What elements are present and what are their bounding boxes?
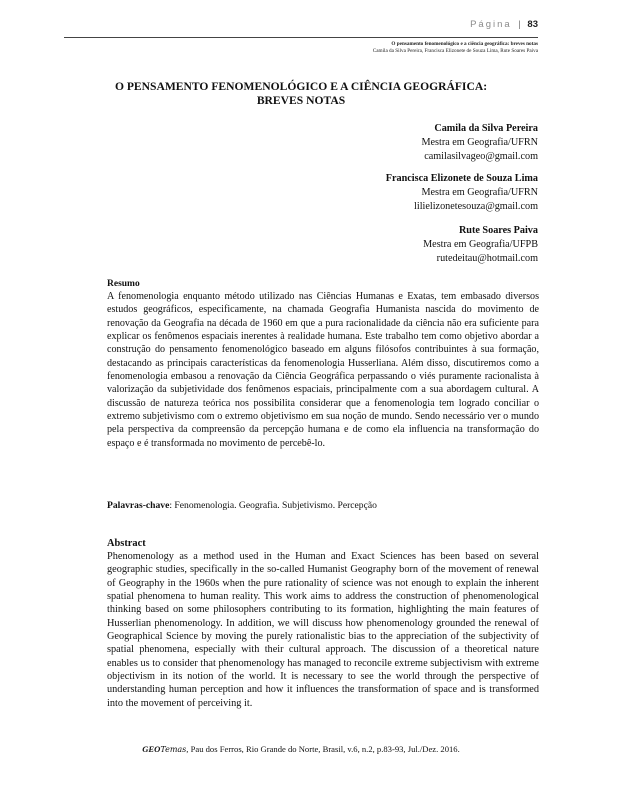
author-block: [421, 122, 538, 164]
author-name: Francisca Elizonete de Souza Lima: [385, 173, 538, 184]
journal-logo-geo: GEO: [142, 744, 161, 754]
abstract-heading: Abstract: [107, 538, 146, 549]
keywords-text: : Fenomenologia. Geografia. Subjetivismo. Percepção: [169, 500, 377, 511]
author-email: camilasilvageo@gmail.com: [424, 151, 538, 162]
running-title: O pensamento fenomenológico e a ciência geográfica: breves notas: [391, 41, 538, 47]
author-name: Camila da Silva Pereira: [434, 123, 538, 134]
citation-text: , Pau dos Ferros, Rio Grande do Norte, Brasil, v.6, n.2, p.83-93, Jul./Dez. 2016.: [186, 744, 460, 754]
page-number-label: [470, 19, 538, 30]
page-number: 83: [527, 19, 538, 30]
author-email: lilielizonetesouza@gmail.com: [414, 201, 538, 212]
running-authors: Camila da Silva Pereira, Francisca Elizonete de Souza Lima, Rute Soares Paiva: [372, 48, 538, 54]
resumo-text: A fenomenologia enquanto método utilizado nas Ciências Humanas e Exatas, tem embasado diversos estudos geográficos, especificamente, na chamada Geografia Humanista nascida do movimento de renovação da Geografia na década de 1960 em que a pura racionalidade da ciência não era suficiente para explicar os fenômenos espaciais inerentes à realidade humana. Este trabalho tem como objetivo abordar a construção do pensamento fenomenológico baseado em alguns filósofos contribuintes à sua formação, destacando as principais características da fenomenologia Husserliana. Além disso, discutiremos como a fenomenologia embasou a renovação da Ciência Geográfica perpassando o viés puramente racionalista à valorização da subjetividade dos fenômenos espaciais, principalmente com a sua abordagem cultural. A discussão de natureza teórica nos possibilita considerar que a fenomenologia tem logrado conciliar o extremo subjetivismo com o extremo objetivismo em sua noção de mundo. Sendo necessário ver o mundo pela perspectiva da compreensão da percepção humana e de como ela influencia na transformação do espaço e é transformada no movimento de percebê-lo.: [107, 291, 539, 449]
keywords: [107, 500, 539, 512]
author-affiliation: Mestra em Geografia/UFRN: [421, 137, 538, 148]
header-rule: [64, 37, 538, 38]
author-block: [423, 224, 538, 266]
paper-title: [64, 80, 538, 108]
paper-title-line-1: O PENSAMENTO FENOMENOLÓGICO E A CIÊNCIA GEOGRÁFICA:: [114, 80, 488, 93]
author-affiliation: Mestra em Geografia/UFPB: [423, 239, 538, 250]
journal-logo-temas: Temas: [160, 745, 187, 754]
abstract-text: Phenomenology as a method used in the Human and Exact Sciences has been based on several geographic studies, specifically in the so-called Humanist Geography born of the movement of renewal of Geography in the 1960s when the pure rationality of science was not enough to explain the inherent spatial phenomena to human reality. This work aims to address the construction of phenomenological thinking based on some philosophers contributing to its formation, highlighting the main features of Husserlian phenomenology. In addition, we will discuss how phenomenology grounded the renewal of Geographical Science by moving the purely rationalistic bias to the appreciation of the subjectivity of spatial phenomena, especially with their cultural approach. The discussion of a theoretical nature enables us to consider that phenomenology has managed to reconcile extreme subjectivism with extreme objectivism in its notion of the world. It is necessary to see the world through the perspective of understanding human perception and how it influences the transformation of space and is transformed into the movement of perceiving it.: [107, 551, 539, 709]
author-affiliation: Mestra em Geografia/UFRN: [421, 187, 538, 198]
resumo-heading: Resumo: [107, 279, 140, 289]
page-separator: |: [518, 19, 521, 30]
keywords-label: Palavras-chave: [107, 500, 170, 511]
page-word: Página: [470, 19, 512, 30]
author-name: Rute Soares Paiva: [458, 225, 538, 236]
footer-citation: [64, 744, 538, 755]
author-email: rutedeitau@hotmail.com: [436, 253, 538, 264]
author-block: [386, 172, 538, 214]
paper-title-line-2: BREVES NOTAS: [256, 94, 346, 107]
